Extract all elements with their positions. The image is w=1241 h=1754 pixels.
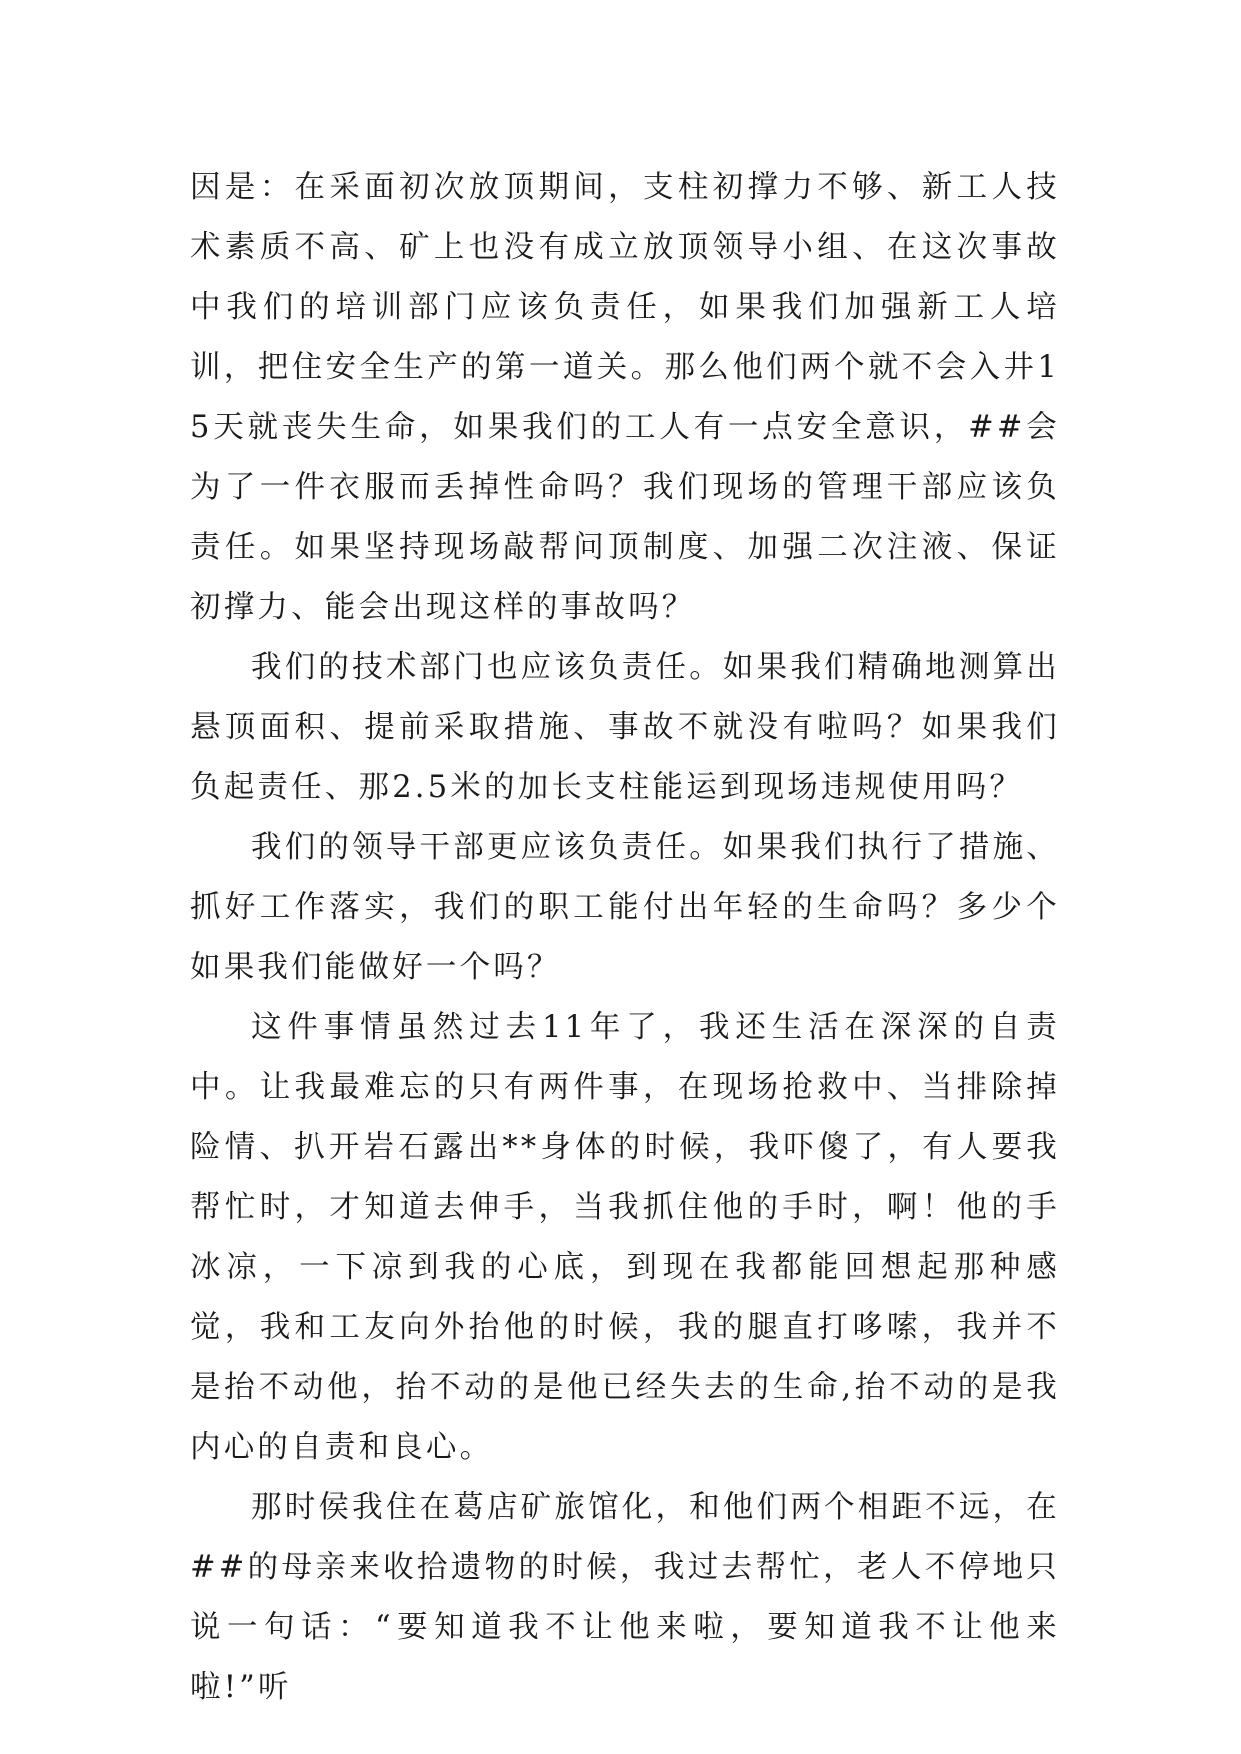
paragraph-2: 我们的技术部门也应该负责任。如果我们精确地测算出悬顶面积、提前采取措施、事故不就没有啦吗？如果我们负起责任、那2.5米的加长支柱能运到现场违规使用吗？: [190, 650, 1060, 805]
paragraph-3: 我们的领导干部更应该负责任。如果我们执行了措施、抓好工作落实，我们的职工能付出年轻的生命吗？多少个如果我们能做好一个吗？: [190, 830, 1060, 985]
paragraph-4: 这件事情虽然过去11年了，我还生活在深深的自责中。让我最难忘的只有两件事，在现场抢救中、当排除掉险情、扒开岩石露出**身体的时候，我吓傻了，有人要我帮忙时，才知道去伸手，当我抓住他的手时，啊！他的手冰凉，一下凉到我的心底，到现在我都能回想起那种感觉，我和工友向外抬他的时候，我的腿直打哆嗦，我并不是抬不动他，抬不动的是他已经失去的生命,抬不动的是我内心的自责和良心。: [190, 1010, 1060, 1465]
document-page: [190, 158, 1060, 1718]
paragraph-1: 因是：在采面初次放顶期间，支柱初撑力不够、新工人技术素质不高、矿上也没有成立放顶领导小组、在这次事故中我们的培训部门应该负责任，如果我们加强新工人培训，把住安全生产的第一道关。那么他们两个就不会入井15天就丧失生命，如果我们的工人有一点安全意识，##会为了一件衣服而丢掉性命吗？我们现场的管理干部应该负责任。如果坚持现场敲帮问顶制度、加强二次注液、保证初撑力、能会出现这样的事故吗？: [190, 170, 1060, 625]
paragraph-5: 那时侯我住在葛店矿旅馆化，和他们两个相距不远，在##的母亲来收拾遗物的时候，我过去帮忙，老人不停地只说一句话：“要知道我不让他来啦，要知道我不让他来啦!”听: [190, 1490, 1060, 1705]
